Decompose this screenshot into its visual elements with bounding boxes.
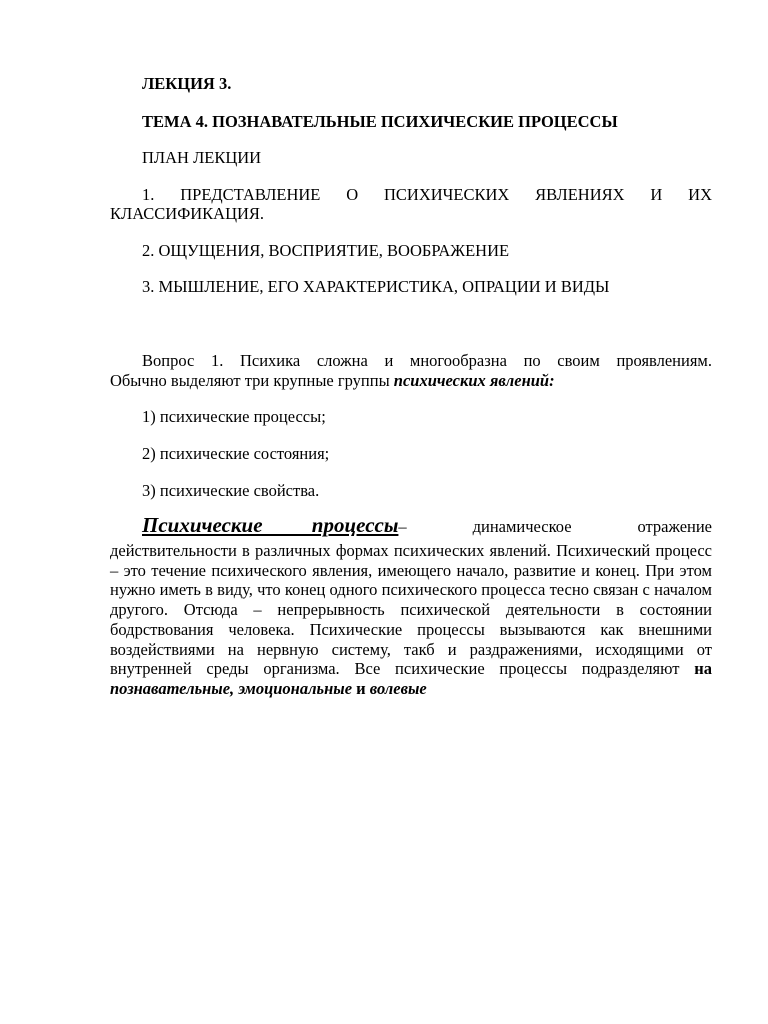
definition-and: и	[356, 678, 366, 698]
definition-term: Психические процессы	[142, 513, 399, 537]
plan-item-1-line2: КЛАССИФИКАЦИЯ.	[110, 204, 265, 223]
topic-title: ТЕМА 4. ПОЗНАВАТЕЛЬНЫЕ ПСИХИЧЕСКИЕ ПРОЦЕССЫ	[142, 112, 618, 131]
definition-na: на	[694, 659, 712, 679]
question1-line2	[110, 371, 555, 390]
definition-first-line-text: – динамическое отражение	[398, 517, 712, 536]
definition-body	[110, 541, 712, 699]
plan-item-3: 3. МЫШЛЕНИЕ, ЕГО ХАРАКТЕРИСТИКА, ОПРАЦИИ И ВИДЫ	[142, 277, 610, 296]
definition-body-text: действительности в различных формах психических явлений. Психический процесс – это течение психического явления, имеющего начало, развитие и конец. При этом нужно иметь в виду, что конец одного психического процесса тесно связан с началом другого. Отсюда – непрерывность психической деятельности в состоянии бодрствования человека. Психические процессы вызываются как внешними воздействиями на нервную систему, такб и раздражениями, исходящими от внутренней среды организма. Все психические процессы подразделяют	[110, 541, 712, 679]
group-item-2: 2) психические состояния;	[142, 444, 330, 463]
question1-emphasis: психических явлений:	[393, 371, 555, 390]
plan-item-1-line1: 1. ПРЕДСТАВЛЕНИЕ О ПСИХИЧЕСКИХ ЯВЛЕНИЯХ И ИХ	[142, 185, 712, 204]
definition-kind-emotional: эмоциональные	[238, 678, 353, 698]
definition-kind-volitional: волевые	[369, 678, 427, 698]
group-item-3: 3) психические свойства.	[142, 481, 320, 500]
question1-line2-text: Обычно выделяют три крупные группы	[110, 371, 394, 390]
plan-item-2: 2. ОЩУЩЕНИЯ, ВОСПРИЯТИЕ, ВООБРАЖЕНИЕ	[142, 241, 510, 260]
definition-first-line	[142, 513, 712, 537]
plan-heading: ПЛАН ЛЕКЦИИ	[142, 148, 262, 167]
definition-kind-cognitive: познавательные,	[110, 678, 235, 698]
group-item-1: 1) психические процессы;	[142, 407, 326, 426]
lecture-title: ЛЕКЦИЯ 3.	[142, 74, 232, 93]
question1-line1: Вопрос 1. Психика сложна и многообразна по своим проявлениям.	[142, 351, 712, 370]
